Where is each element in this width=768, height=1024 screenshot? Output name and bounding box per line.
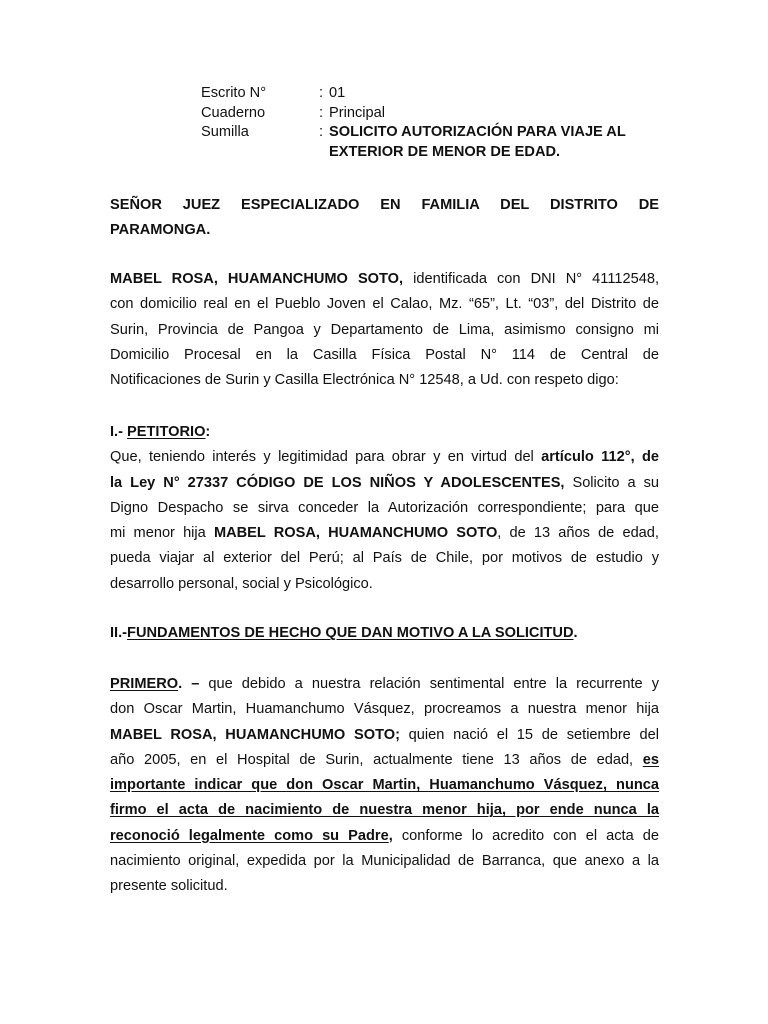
paragraph-line: importante indicar que don Oscar Martin, Huamanchumo Vásquez, nunca [110,777,659,794]
paragraph-line: Domicilio Procesal en la Casilla Física Postal N° 114 de Central de [110,346,659,363]
cuaderno-value: Principal [329,104,385,121]
colon: : [319,85,324,101]
fundamentos-title: FUNDAMENTOS DE HECHO QUE DAN MOTIVO A LA SOLICITUD [127,625,574,641]
paragraph-line: PRIMERO. – que debido a nuestra relación sentimental entre la recurrente y [110,676,659,692]
petitorio-section [110,420,659,597]
sumilla-label: Sumilla [201,124,249,140]
paragraph-line: Notificaciones de Surin y Casilla Electrónica N° 12548, a Ud. con respeto digo: [110,372,619,389]
petitioner-name: MABEL ROSA, HUAMANCHUMO SOTO, [110,271,404,287]
sumilla-row [201,123,669,143]
paragraph-line: la Ley N° 27337 CÓDIGO DE LOS NIÑOS Y ADOLESCENTES, Solicito a su [110,474,659,491]
paragraph-line: año 2005, en el Hospital de Surin, actualmente tiene 13 años de edad, es [110,751,659,768]
escrito-row [201,84,669,104]
paragraph-line: Que, teniendo interés y legitimidad para obrar y en virtud del artículo 112°, de [110,449,659,466]
paragraph-line: Digno Despacho se sirva conceder la Autorización correspondiente; para que [110,499,659,516]
section-heading: II.-FUNDAMENTOS DE HECHO QUE DAN MOTIVO A LA SOLICITUD. [110,625,578,641]
sumilla-value-continued: EXTERIOR DE MENOR DE EDAD. [329,143,561,160]
paragraph-line: MABEL ROSA, HUAMANCHUMO SOTO; quien nació el 15 de setiembre del [110,726,659,743]
paragraph-line: MABEL ROSA, HUAMANCHUMO SOTO, identificada con DNI N° 41112548, [110,271,659,287]
colon: : [319,104,324,121]
paragraph-line: desarrollo personal, social y Psicológico. [110,575,373,592]
escrito-value: 01 [329,85,346,101]
section-heading: I.- PETITORIO: [110,424,211,440]
colon: : [319,124,324,140]
primero-paragraph [110,672,659,900]
addressee [110,193,659,244]
intro-paragraph [110,267,659,393]
addressee-line: PARAMONGA. [110,222,211,239]
paragraph-line: don Oscar Martin, Huamanchumo Vásquez, procreamos a nuestra menor hija [110,701,659,718]
fundamentos-heading [110,621,659,646]
document-header [201,84,669,162]
paragraph-line: firmo el acta de nacimiento de nuestra menor hija, por ende nunca la [110,802,659,819]
paragraph-line: pueda viajar al exterior del Perú; al País de Chile, por motivos de estudio y [110,550,659,567]
sumilla-value: SOLICITO AUTORIZACIÓN PARA VIAJE AL [329,124,626,140]
cuaderno-row [201,104,669,124]
primero-label: PRIMERO [110,676,179,692]
paragraph-line: reconoció legalmente como su Padre, conforme lo acredito con el acta de [110,827,659,844]
paragraph-line: nacimiento original, expedida por la Municipalidad de Barranca, que anexo a la [110,853,659,870]
paragraph-line: con domicilio real en el Pueblo Joven el Calao, Mz. “65”, Lt. “03”, del Distrito de [110,296,659,313]
addressee-line: SEÑOR JUEZ ESPECIALIZADO EN FAMILIA DEL DISTRITO DE [110,197,659,213]
escrito-label: Escrito N° [201,85,267,101]
paragraph-line: mi menor hija MABEL ROSA, HUAMANCHUMO SOTO, de 13 años de edad, [110,525,659,542]
cuaderno-label: Cuaderno [201,104,266,121]
paragraph-line: Surin, Provincia de Pangoa y Departamento de Lima, asimismo consigno mi [110,321,659,338]
petitorio-title: PETITORIO [127,424,206,440]
paragraph-line: presente solicitud. [110,878,228,895]
